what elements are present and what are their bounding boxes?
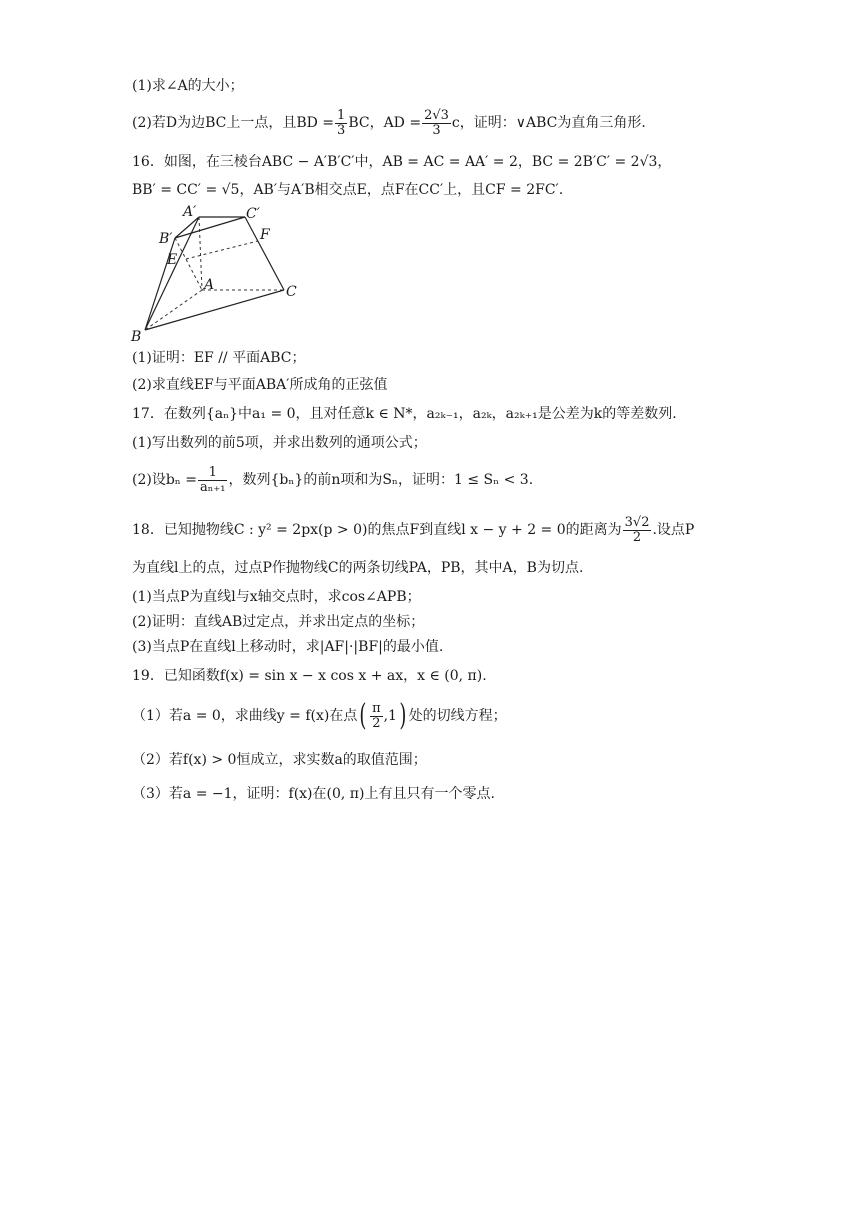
q19-left-paren: ( — [359, 698, 367, 733]
q15-frac2-den: 3 — [432, 122, 441, 138]
label-C: C — [286, 284, 297, 300]
q19-point-y: ,1 — [383, 708, 397, 724]
label-C1: C′ — [246, 206, 260, 222]
q18-frac-distance — [623, 516, 652, 545]
q17-frac-den: aₙ₊₁ — [200, 479, 226, 495]
q16-part2: (2)求直线EF与平面ABA′所成角的正弦值 — [132, 377, 388, 393]
q18-stem-text-a: 18．已知抛物线C : y² = 2px(p > 0)的焦点F到直线l x − y + 2 = 0的距离为 — [132, 522, 622, 538]
q15-frac-2root3-over-3 — [422, 109, 451, 138]
edge-AB — [145, 290, 202, 330]
q19-frac-pi-over-2 — [370, 702, 383, 731]
q19-part3: （3）若a = −1，证明：f(x)在(0, π)上有且只有一个零点. — [132, 786, 495, 802]
q18-stem-text-b: .设点P — [652, 522, 695, 538]
label-A1: A′ — [183, 204, 197, 220]
edge-B1C1 — [175, 217, 245, 238]
q17-frac-num: 1 — [198, 466, 227, 481]
q18-part2: (2)证明：直线AB过定点，并求出定点的坐标； — [132, 614, 425, 630]
q19-part2: （2）若f(x) > 0恒成立，求实数a的取值范围； — [132, 752, 427, 768]
q16-stem-line1: 16．如图，在三棱台ABC − A′B′C′中，AB = AC = AA′ = 2，BC = 2B′C′ = 2√3， — [132, 154, 672, 170]
q18-stem-line2: 为直线l上的点，过点P作抛物线C的两条切线PA，PB，其中A，B为切点. — [132, 560, 584, 576]
label-A: A — [204, 277, 215, 293]
q16-stem-line2: BB′ = CC′ = √5，AB′与A′B相交点E，点F在CC′上，且CF = 2FC′. — [132, 182, 564, 198]
q17-part2-text-b: ，数列{bₙ}的前n项和为Sₙ，证明：1 ≤ Sₙ < 3. — [228, 472, 534, 488]
q16-part1: (1)证明：EF // 平面ABC； — [132, 350, 306, 366]
q18-frac-num: 3√2 — [624, 514, 650, 530]
q19-right-paren: ) — [399, 698, 407, 733]
q17-part2 — [132, 463, 732, 497]
q15-frac1-num: 1 — [337, 107, 346, 123]
q19-part1-text-a: （1）若a = 0，求曲线y = f(x)在点 — [132, 708, 358, 724]
q15-frac2-num: 2√3 — [424, 107, 449, 123]
q15-frac-one-third — [335, 109, 347, 138]
q15-frac1-den: 3 — [337, 122, 346, 138]
segment-AB1 — [175, 238, 202, 290]
q19-part1-text-b: 处的切线方程； — [408, 708, 507, 724]
q16-frustum-figure — [128, 202, 308, 346]
q15-part2-text-b: BC，AD = — [348, 115, 422, 131]
q19-stem: 19．已知函数f(x) = sin x − x cos x + ax，x ∈ (0, π). — [132, 668, 487, 684]
q19-part1 — [132, 698, 732, 734]
q17-stem: 17．在数列{aₙ}中a₁ = 0，且对任意k ∈ N*，a₂ₖ₋₁，a₂ₖ，a₂ₖ₊₁是公差为k的等差数列. — [132, 406, 677, 422]
q15-part2-text-c: c，证明：∨ABC为直角三角形. — [451, 115, 646, 131]
label-E: E — [167, 252, 178, 268]
q15-part2-prefix: (2)若 — [132, 115, 166, 131]
q19-frac-num: π — [372, 700, 381, 716]
label-B1: B′ — [159, 231, 173, 247]
q18-part3: (3)当点P在直线l上移动时，求|AF|·|BF|的最小值. — [132, 639, 444, 655]
edge-BC — [145, 290, 284, 330]
q17-frac-bn — [198, 466, 227, 495]
q18-frac-den: 2 — [632, 529, 642, 545]
q15-part2 — [132, 106, 732, 140]
edge-AA1 — [199, 217, 202, 290]
q18-stem-line1 — [132, 513, 752, 547]
q15-part1: (1)求∠A的大小； — [132, 78, 244, 94]
q19-frac-den: 2 — [372, 715, 381, 731]
label-B: B — [131, 329, 142, 345]
q18-part1: (1)当点P为直线l与x轴交点时，求cos∠APB； — [132, 589, 421, 605]
segment-EF — [186, 241, 258, 259]
q15-part2-text-a: D为边BC上一点，且BD = — [165, 115, 335, 131]
q17-part2-text-a: (2)设bₙ = — [132, 472, 198, 488]
label-F: F — [260, 227, 270, 243]
q17-part1: (1)写出数列的前5项，并求出数列的通项公式； — [132, 435, 427, 451]
